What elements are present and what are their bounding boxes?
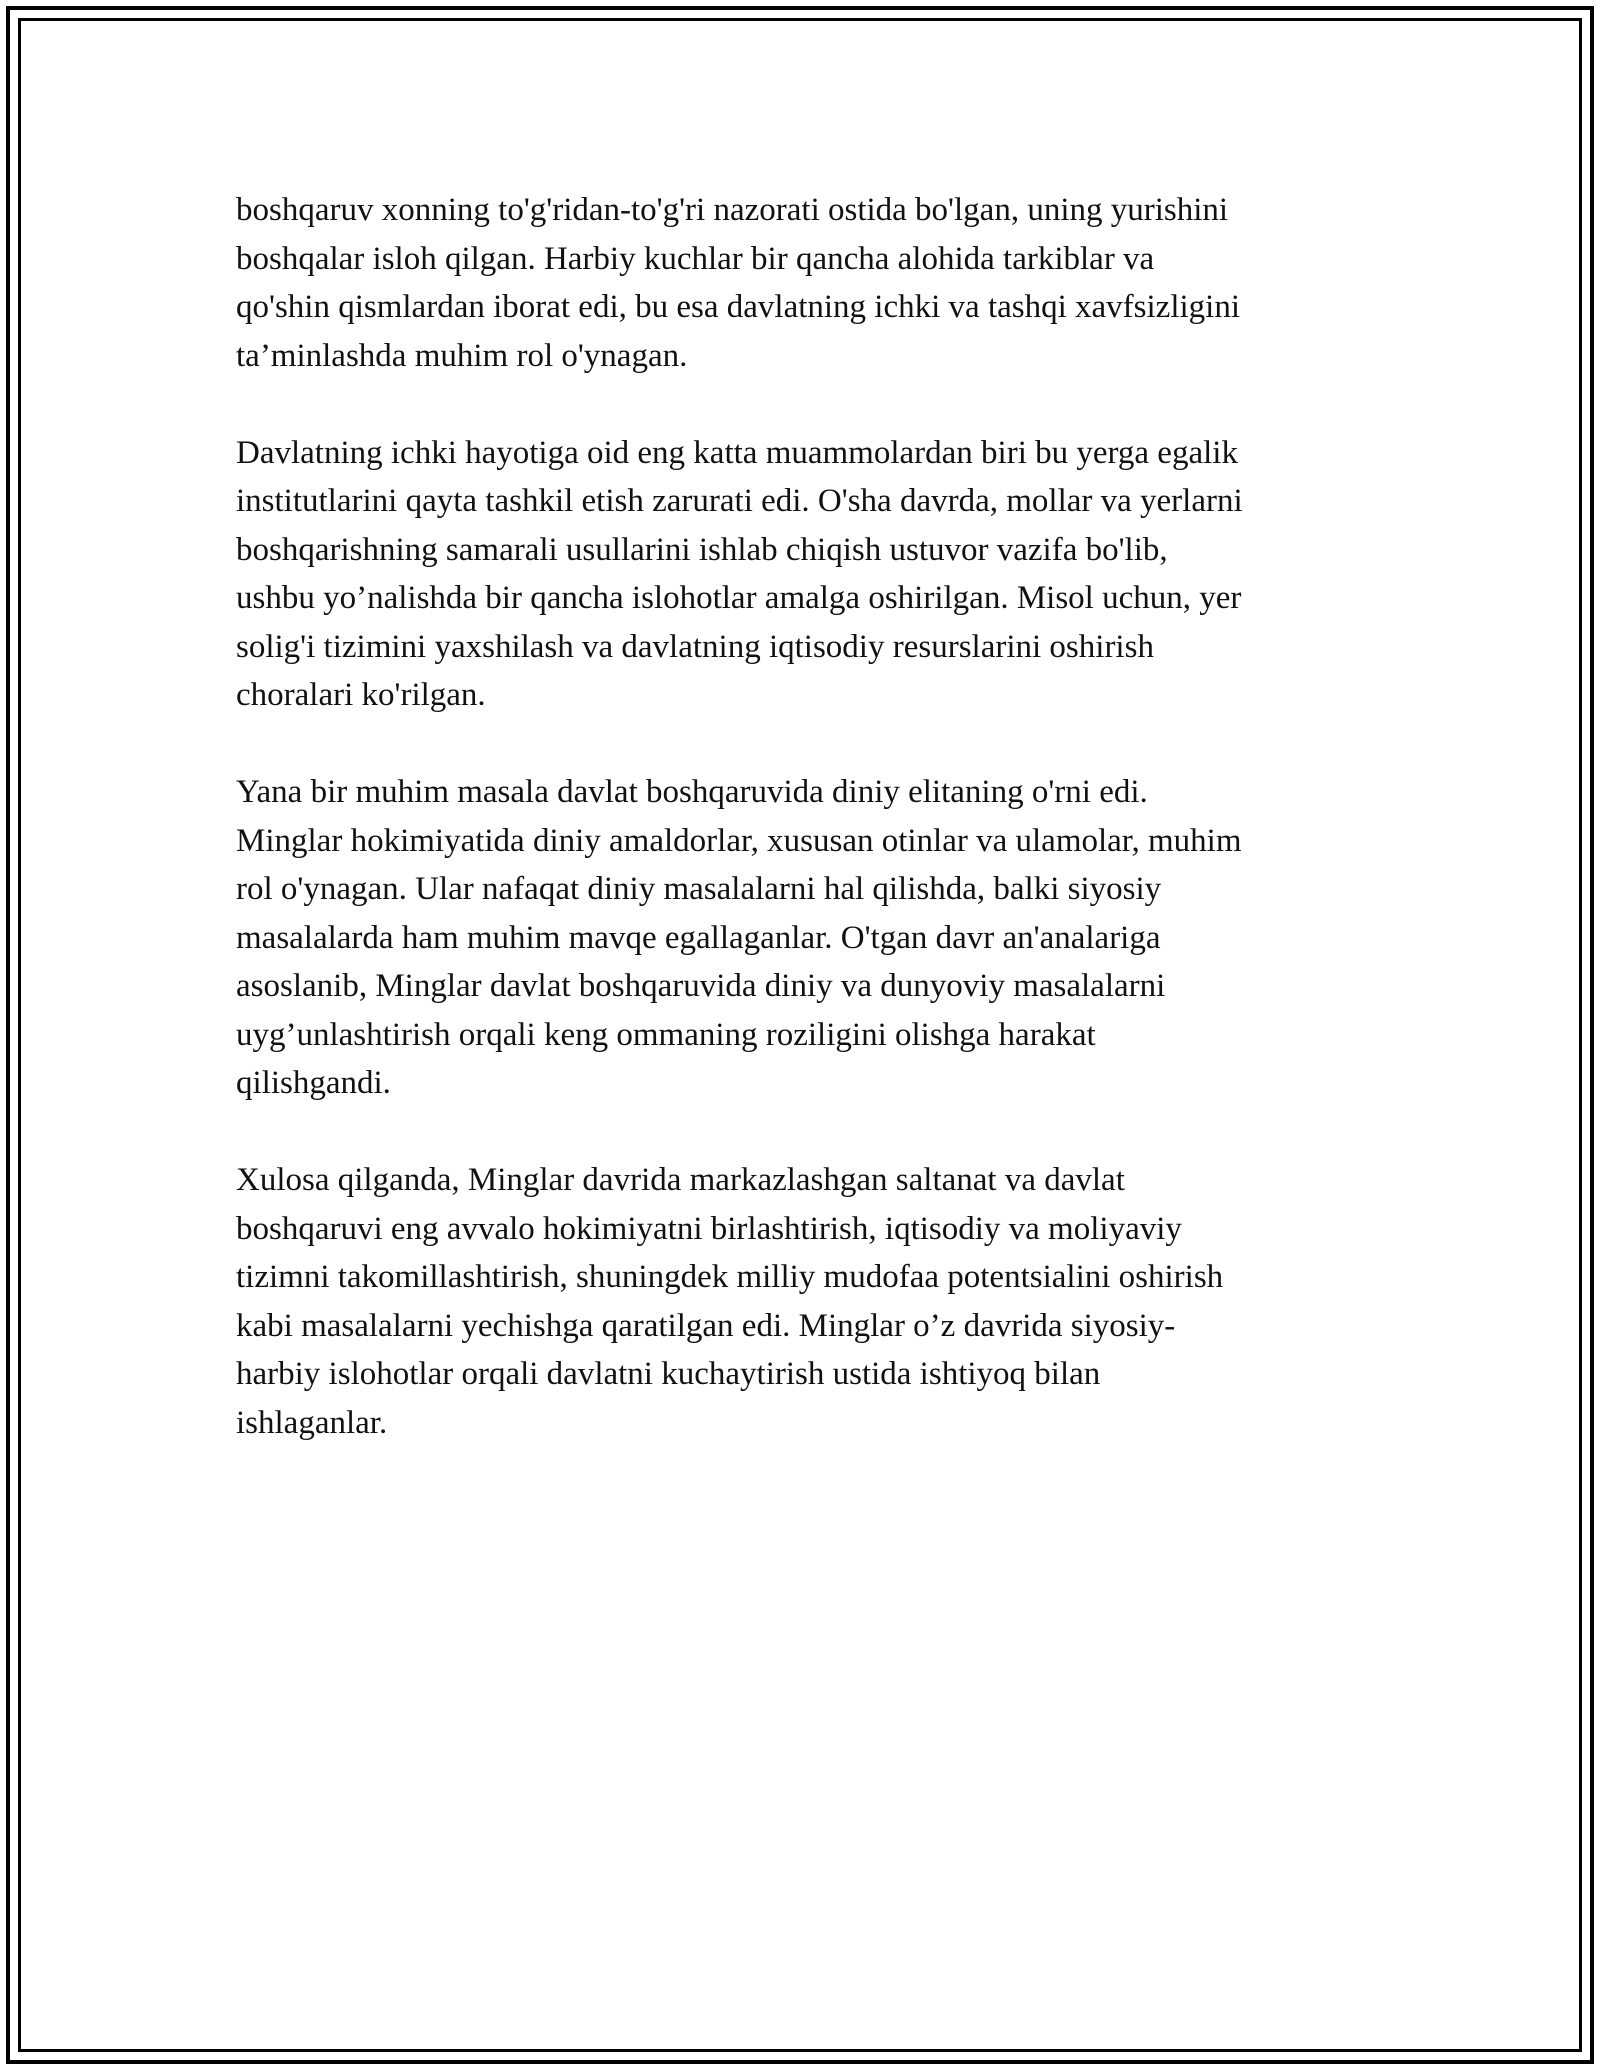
document-body xyxy=(236,186,1366,1496)
paragraph-4: Xulosa qilganda, Minglar davrida markazlashgan saltanat va davlat boshqaruvi eng avvalo hokimiyatni birlashtirish, iqtisodiy va moliyaviy tizimni takomillashtirish, shuningdek milliy mudofaa potentsialini oshirish kabi masalalarni yechishga qaratilgan edi. Minglar o’z davrida siyosiy- harbiy islohotlar orqali davlatni kuchaytirish ustida ishtiyoq bilan ishlaganlar. xyxy=(236,1162,1224,1441)
paragraph-2: Davlatning ichki hayotiga oid eng katta muammolardan biri bu yerga egalik institutlarini qayta tashkil etish zarurati edi. O'sha davrda, mollar va yerlarni boshqarishning samarali usullarini ishlab chiqish ustuvor vazifa bo'lib, ushbu yo’nalishda bir qancha islohotlar amalga oshirilgan. Misol uchun, yer solig'i tizimini yaxshilash va davlatning iqtisodiy resurslarini oshirish choralari ko'rilgan. xyxy=(236,434,1243,713)
paragraph-1: boshqaruv xonning to'g'ridan-to'g'ri nazorati ostida bo'lgan, uning yurishini boshqalar isloh qilgan. Harbiy kuchlar bir qancha alohida tarkiblar va qo'shin qismlardan iborat edi, bu esa davlatning ichki va tashqi xavfsizligini ta’minlashda muhim rol o'ynagan. xyxy=(236,192,1240,374)
paragraph-3: Yana bir muhim masala davlat boshqaruvida diniy elitaning o'rni edi. Minglar hokimiyatida diniy amaldorlar, xususan otinlar va ulamolar, muhim rol o'ynagan. Ular nafaqat diniy masalalarni hal qilishda, balki siyosiy masalalarda ham muhim mavqe egallaganlar. O'tgan davr an'analariga asoslanib, Minglar davlat boshqaruvida diniy va dunyoviy masalalarni uyg’unlashtirish orqali keng ommaning roziligini olishga harakat qilishgandi. xyxy=(236,774,1242,1101)
